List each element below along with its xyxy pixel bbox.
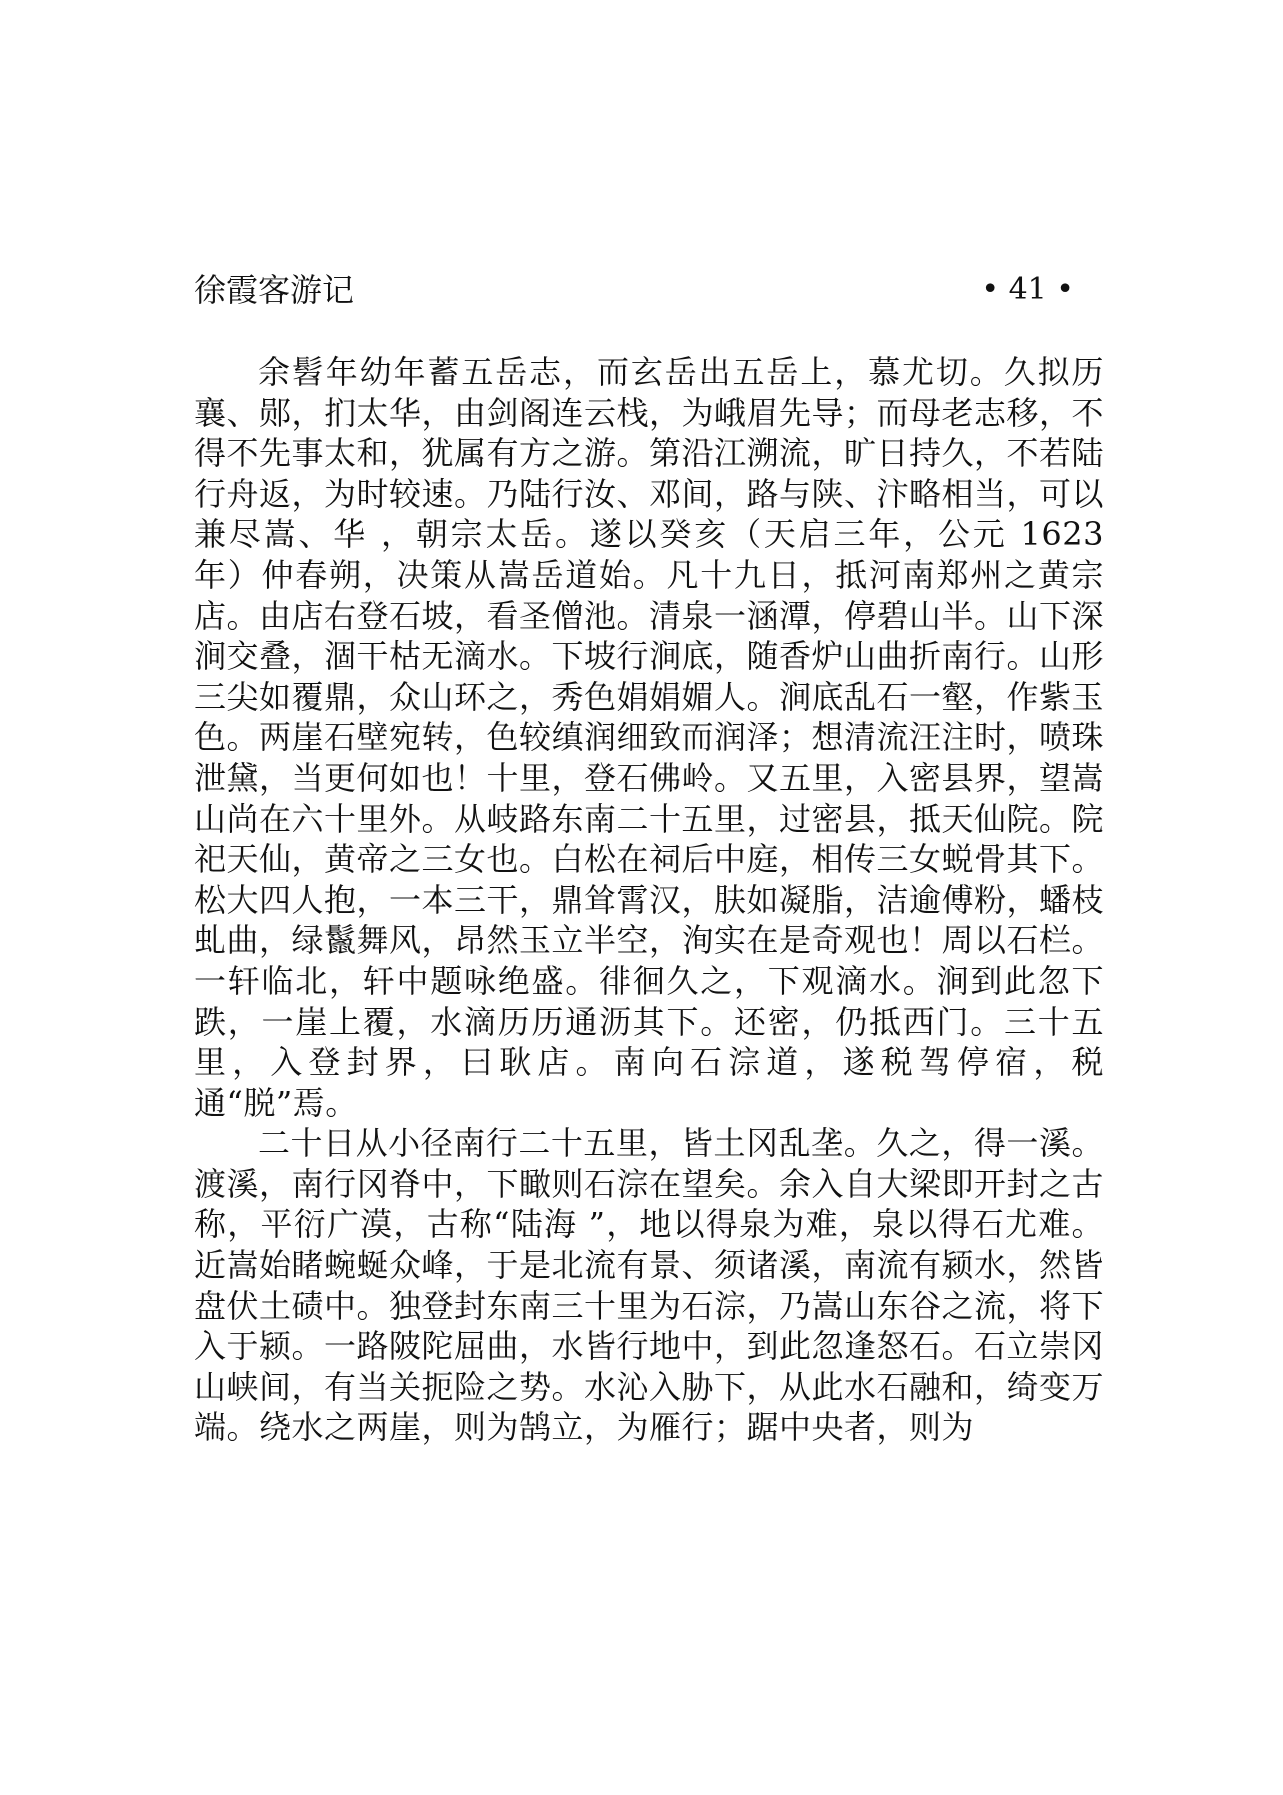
body-text: [194, 352, 1104, 1448]
paragraph-2: 二十日从小径南行二十五里，皆土冈乱垄。久之，得一溪。渡溪，南行冈脊中，下瞰则石淙在望矣。余入自大梁即开封之古称，平衍广漠，古称“陆海 ”，地以得泉为难，泉以得石尤难。近嵩始睹蜿蜒众峰，于是北流有景、须诸溪，南流有颍水，然皆盘伏土碛中。独登封东南三十里为石淙，乃嵩山东谷之流，将下入于颍。一路陂陀屈曲，水皆行地中，到此忽逢怒石。石立崇冈山峡间，有当关扼险之势。水沁入胁下，从此水石融和，绮变万端。绕水之两崖，则为鹄立，为雁行；踞中央者，则为: [194, 1124, 1105, 1447]
page-number: • 41 •: [981, 272, 1074, 307]
paragraph-1: 余髫年幼年蓄五岳志，而玄岳出五岳上，慕尤切。久拟历襄、郧，扪太华，由剑阁连云栈，为峨眉先导；而母老志移，不得不先事太和，犹属有方之游。第沿江溯流，旷日持久，不若陆行舟返，为时较速。乃陆行汝、邓间，路与陕、汴略相当，可以兼尽嵩、华 ，朝宗太岳。遂以癸亥（天启三年，公元 1623 年）仲春朔，决策从嵩岳道始。凡十九日，抵河南郑州之黄宗店。由店右登石坡，看圣僧池。清泉一涵潭，停碧山半。山下深涧交叠，涸干枯无滴水。下坡行涧底，随香炉山曲折南行。山形三尖如覆鼎，众山环之，秀色娟娟媚人。涧底乱石一壑，作紫玉色。两崖石壁宛转，色较缜润细致而润泽；想清流汪注时，喷珠泄黛，当更何如也！十里，登石佛岭。又五里，入密县界，望嵩山尚在六十里外。从岐路东南二十五里，过密县，抵天仙院。院祀天仙，黄帝之三女也。白松在祠后中庭，相传三女蜕骨其下。松大四人抱，一本三干，鼎耸霄汉，肤如凝脂，洁逾傅粉，蟠枝虬曲，绿鬣舞风，昂然玉立半空，洵实在是奇观也！周以石栏。一轩临北，轩中题咏绝盛。徘徊久之，下观滴水。涧到此忽下跌，一崖上覆，水滴历历通沥其下。还密，仍抵西门。三十五里，入登封界，曰耿店。南向石淙道，遂税驾停宿，税通“脱”焉。: [194, 353, 1105, 1122]
running-header: [194, 268, 1074, 312]
book-title: 徐霞客游记: [194, 271, 355, 309]
